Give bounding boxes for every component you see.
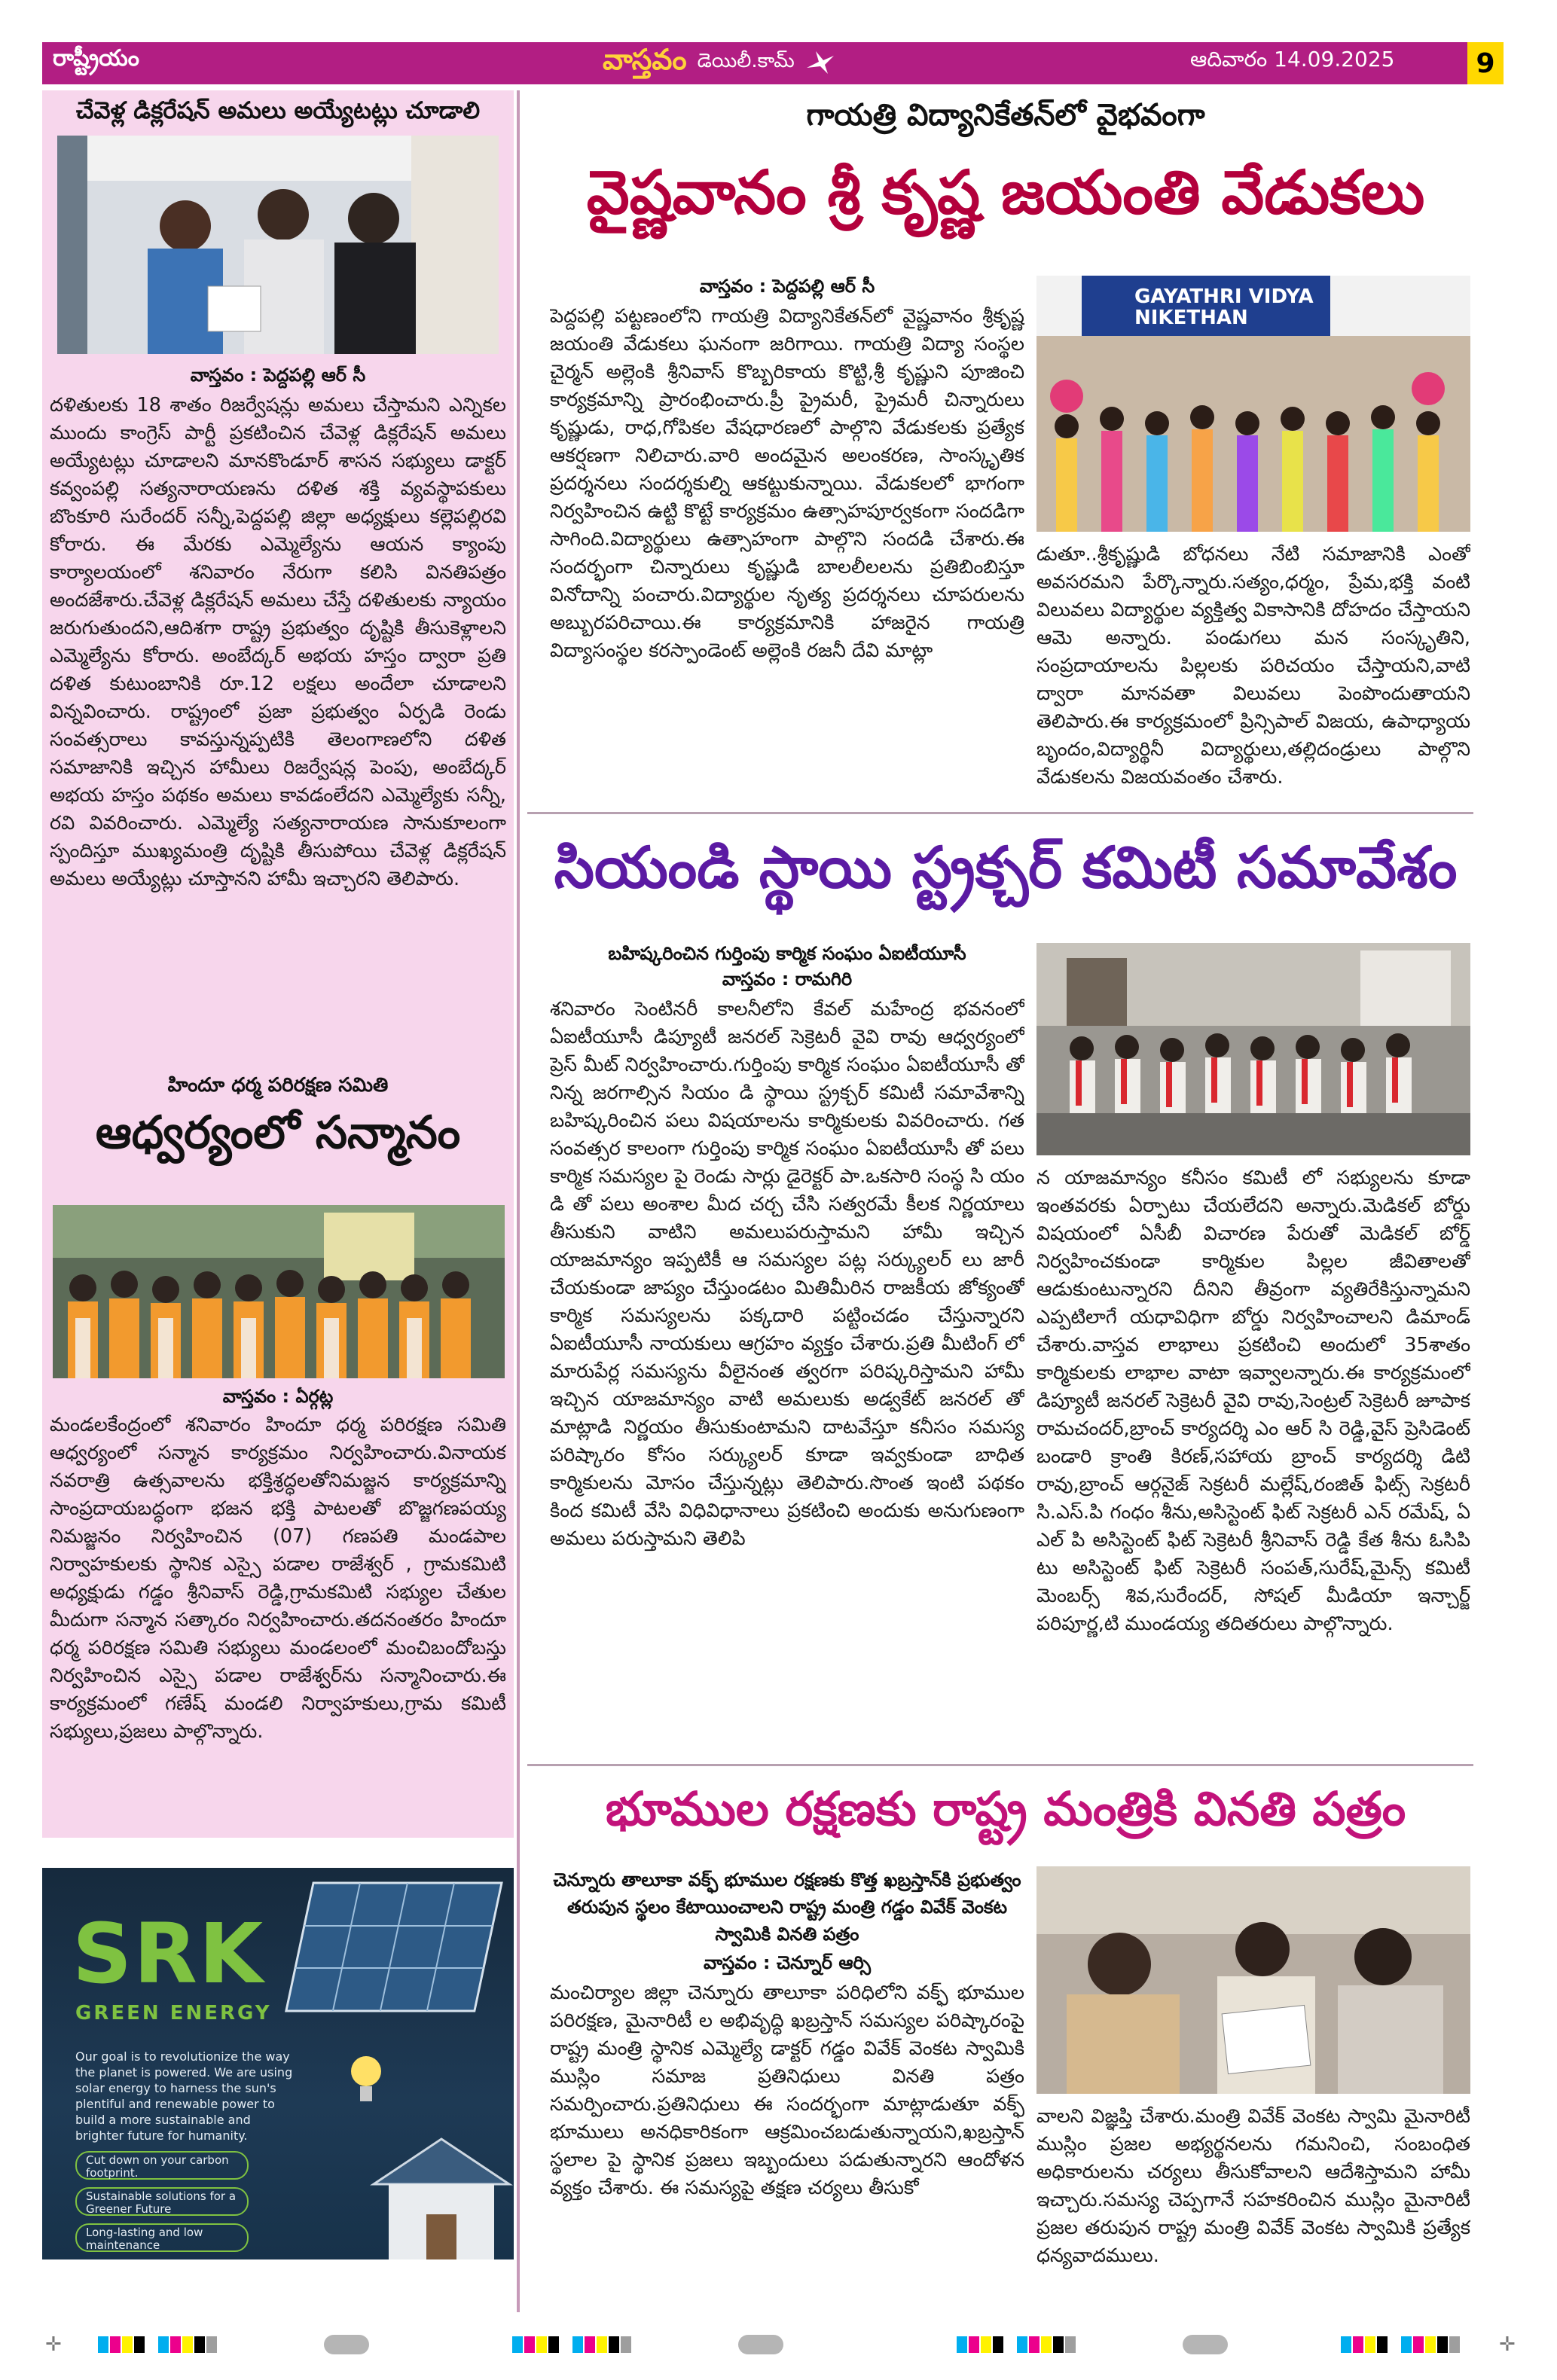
bird-icon <box>805 48 835 78</box>
color-swatch <box>158 2336 169 2353</box>
color-swatch <box>981 2336 991 2353</box>
color-swatch <box>134 2336 145 2353</box>
color-swatch <box>206 2336 217 2353</box>
gray-pill <box>324 2335 369 2354</box>
gray-pill <box>1183 2335 1228 2354</box>
color-swatch <box>1065 2336 1076 2353</box>
left-story2-body: మండలకేంద్రంలో శనివారం హిందూ ధర్మ పరిరక్షణ సమితి ఆధ్వర్యంలో సన్మాన కార్యక్రమం నిర్వహించారు.వినాయక నవరాత్రి ఉత్సవాలను భక్తిశ్రద్ధలతోనిమజ్జన కార్యక్రమాన్ని సాంప్రదాయబద్ధంగా భజన భక్తి పాటలతో బొజ్జగణపయ్య నిమజ్జనం నిర్వహించిన (07) గణపతి మండపాల నిర్వాహకులకు స్థానిక ఎస్సై పడాల రాజేశ్వర్ , గ్రామకమిటి అధ్యక్షుడు గడ్డం శ్రీనివాస్ రెడ్డి,గ్రామకమిటి సభ్యుల చేతుల మీదుగా సన్మాన సత్కారం నిర్వహించారు.తదనంతరం హిందూ ధర్మ పరిరక్షణ సమితి సభ్యులు మండలంలో మంచిబందోబస్తు నిర్వహించిన ఎస్సై పడాల రాజేశ్వర్‌ను సన్మానించారు.ఈ కార్యక్రమంలో గణేష్ మండలి నిర్వాహకులు,గ్రామ కమిటీ సభ్యులు,ప్రజలు పాల్గొన్నారు. <box>50 1414 506 1743</box>
ad-tagline: GREEN ENERGY <box>75 2002 272 2025</box>
color-swatch <box>536 2336 547 2353</box>
color-swatch <box>110 2336 121 2353</box>
color-swatch <box>1449 2336 1460 2353</box>
left-story1-title: చేవెళ్ల డిక్లరేషన్ అమలు అయ్యేటట్లు చూడాలి <box>75 97 481 124</box>
print-color-bar <box>0 2329 1557 2359</box>
gray-pill <box>738 2335 783 2354</box>
color-swatch <box>512 2336 523 2353</box>
masthead-logo <box>603 42 919 84</box>
color-swatch <box>609 2336 619 2353</box>
color-swatch <box>993 2336 1003 2353</box>
story3-body-right: వాలని విజ్ఞప్తి చేశారు.మంత్రి వివేక్ వెంకట స్వామి మైనారిటీ ముస్లిం ప్రజల అభ్యర్థనలను గమనించి, సంబంధిత అధికారులను చర్యలు తీసుకోవాలని ఆదేశిస్తామని హామీ ఇచ్చారు.సమస్య చెప్పగానే సహకరించిన ముస్లిం మైనారిటీ ప్రజల తరుపున రాష్ట్ర మంత్రి వివేక్ వెంకట స్వామికి ప్రత్యేక ధన్యవాదములు. <box>1036 2105 1470 2267</box>
color-swatch <box>560 2336 571 2353</box>
story1-kicker: గాయత్రి విద్యానికేతన్‌లో వైభవంగా <box>806 98 1205 133</box>
photo-banner-text: GAYATHRI VIDYA NIKETHAN <box>1134 285 1314 329</box>
color-swatch <box>585 2336 595 2353</box>
left-story2-title: ఆధ్వర్యంలో సన్మానం <box>95 1106 461 1159</box>
color-swatch <box>1341 2336 1351 2353</box>
color-swatch <box>1053 2336 1064 2353</box>
story2-kicker: బహిష్కరించిన గుర్తింపు కార్మిక సంఘం ఏఐటీయూసీ <box>608 943 966 964</box>
color-swatch <box>1365 2336 1375 2353</box>
color-swatch <box>194 2336 205 2353</box>
left-story2-photo <box>53 1205 505 1378</box>
column-rule <box>517 90 520 2312</box>
color-swatch <box>1401 2336 1412 2353</box>
story2-title: సియండి స్థాయి స్ట్రక్చర్ కమిటీ సమావేశం <box>554 834 1458 901</box>
section-name: రాష్ట్రీయం <box>53 45 139 72</box>
story1-title: వైష్ణవానం శ్రీ కృష్ణ జయంతి వేడుకలు <box>586 157 1425 227</box>
story1-byline: వాస్తవం : పెద్దపల్లి ఆర్ సీ <box>699 276 875 297</box>
ad-point-3: Long-lasting and low maintenance <box>75 2223 249 2252</box>
color-swatch <box>1389 2336 1400 2353</box>
color-swatch <box>548 2336 559 2353</box>
color-swatch <box>969 2336 979 2353</box>
separator-1 <box>527 812 1473 814</box>
color-swatch <box>597 2336 607 2353</box>
srk-green-energy-ad[interactable] <box>42 1868 514 2259</box>
left-story1-body: దళితులకు 18 శాతం రిజర్వేషన్లు అమలు చేస్తామని ఎన్నికల ముందు కాంగ్రెస్ పార్టీ ప్రకటించిన చేవెళ్ల డిక్లరేషన్ అమలు అయ్యేటట్లు చూడాలని మానకొండూర్ శాసన సభ్యులు డాక్టర్ కవ్వంపల్లి సత్యనారాయణను దళిత శక్తి వ్యవస్థాపకులు బొంకూరి సురేందర్ సన్నీ,పెద్దపల్లి జిల్లా అధ్యక్షులు కల్లెపల్లిరవి కోరారు. ఈ మేరకు ఎమ్మెల్యేను ఆయన క్యాంపు కార్యాలయంలో శనివారం నేరుగా కలిసి వినతిపత్రం అందజేశారు.చేవెళ్ల డిక్లరేషన్ అమలు చేస్తే దళితులకు న్యాయం జరుగుతుందని,ఆదిశగా రాష్ట్ర ప్రభుత్వం దృష్టికి తీసుకెళ్లాలని ఎమ్మెల్యేను కోరారు. అంబేద్కర్ అభయ హస్తం ద్వారా ప్రతి దళిత కుటుంబానికి రూ.12 లక్షలు అందేలా చూడాలని విన్నవించారు. రాష్ట్రంలో ప్రజా ప్రభుత్వం ఏర్పడి రెండు సంవత్సరాలు కావస్తున్నప్పటికి తెలంగాణలోని దళిత సమాజానికి ఇచ్చిన హామీలు రిజర్వేషన్ల పెంపు, అంబేద్కర్ అభయ హస్తం పథకం అమలు కావడంలేదని ఎమ్మెల్యేకు సన్నీ, రవి వివరించారు. ఎమ్మెల్యే సత్యనారాయణ సానుకూలంగా స్పందిస్తూ ముఖ్యమంత్రి దృష్టికి తీసుపోయి చేవెళ్ల డిక్లరేషన్ అమలు అయ్యేట్లు చూస్తానని హామీ ఇచ్చారని తెలిపారు. <box>50 394 506 890</box>
ad-intro: Our goal is to revolutionize the way the planet is powered. We are using solar energy to harness the sun's plentiful and renewable power to build a more sustainable and brighter future for humanity. <box>75 2049 293 2143</box>
color-swatch <box>1029 2336 1040 2353</box>
color-swatch <box>98 2336 108 2353</box>
registration-mark-icon: ✛ <box>1499 2333 1516 2356</box>
story1-body-left: పెద్దపల్లి పట్టణంలోని గాయత్రి విద్యానికేతన్‌లో వైష్ణవానం శ్రీకృష్ణ జయంతి వేడుకలు ఘనంగా జరిగాయి. గాయత్రి విద్యా సంస్థల చైర్మన్ అల్లెంకి శ్రీనివాస్ కొబ్బరికాయ కొట్టి,శ్రీ కృష్ణుని పూజించి కార్యక్రమాన్ని ప్రారంభించారు.ప్రీ ప్రైమరీ, ప్రైమరీ చిన్నారులు కృష్ణుడు, రాధ,గోపికల వేషధారణలో పాల్గొని వేడుకలకు ప్రత్యేక ఆకర్షణగా నిలిచారు.వారి అందమైన అలంకరణ, సాంస్కృతిక ప్రదర్శనలు సందర్శకుల్ని ఆకట్టుకున్నాయి. వేడుకలలో భాగంగా నిర్వహించిన ఉట్టి కొట్టే కార్యక్రమం ఉత్సాహపూర్వకంగా సందడిగా సాగింది.విద్యార్థులు ఉత్సాహంగా పాల్గొని సందడి చేశారు.ఈ సందర్భంగా చిన్నారులు కృష్ణుడి బాలలీలలను ప్రతిబింబిస్తూ వినోదాన్ని పంచారు.విద్యార్థుల నృత్య ప్రదర్శనలు చూపరులను అబ్బురపరిచాయి.ఈ కార్యక్రమానికి హాజరైన గాయత్రి విద్యాసంస్థల కరస్పాండెంట్ అల్లెంకి రజనీ దేవి మాట్లా <box>550 305 1024 662</box>
color-swatch <box>524 2336 535 2353</box>
story3-kicker: చెన్నూరు తాలూకా వక్ఫ్ భూముల రక్షణకు కొత్త ఖబ్రస్తాన్‌కి ప్రభుత్వం తరుపున స్థలం కేటాయించాలని రాష్ట్ర మంత్రి గడ్డం వివేక్ వెంకట స్వామికి వినతి పత్రం <box>553 1869 1021 1945</box>
color-swatch <box>1041 2336 1052 2353</box>
left-story2-byline: వాస్తవం : ఏర్గట్ల <box>222 1386 334 1407</box>
left-story1-photo <box>57 136 499 354</box>
left-story1-byline: వాస్తవం : పెద్దపల్లి ఆర్ సీ <box>190 365 366 386</box>
story2-byline: వాస్తవం : రామగిరి <box>722 969 853 990</box>
color-swatch <box>1017 2336 1027 2353</box>
separator-2 <box>527 1764 1473 1766</box>
story3-byline: వాస్తవం : చెన్నూర్ ఆర్సి <box>704 1952 871 1973</box>
left-story2-kicker: హిందూ ధర్మ పరిరక్షణ సమితి <box>167 1074 389 1097</box>
ad-brand: SRK <box>72 1906 265 2002</box>
story2-photo <box>1036 943 1470 1155</box>
color-swatch <box>1353 2336 1363 2353</box>
story2-body-left: శనివారం సెంటినరీ కాలనీలోని కేవల్ మహేంద్ర భవనంలో ఏఐటీయూసీ డిప్యూటీ జనరల్ సెక్రెటరీ వైవి రావు ఆధ్వర్యంలో ప్రెస్ మీట్ నిర్వహించారు.గుర్తింపు కార్మిక సంఘం ఏఐటీయూసీ తో నిన్న జరగాల్సిన సియం డి స్థాయి స్ట్రక్చర్ కమిటీ సమావేశాన్ని బహిష్కరించిన పలు విషయాలను కార్మికులకు వివరించారు. గత సంవత్సర కాలంగా గుర్తింపు కార్మిక సంఘం ఏఐటీయూసీ తో పలు కార్మిక సమస్యల పై రెండు సార్లు డైరెక్టర్ పా.ఒకసారి సంస్థ సి యం డి తో పలు అంశాల మీద చర్చ చేసి సత్వరమే కీలక నిర్ణయాలు తీసుకుని వాటిని అమలుపరుస్తామని హామీ ఇచ్చిన యాజమాన్యం ఇప్పటికీ ఆ సమస్యల పట్ల సర్క్యులర్ లు జారీ చేయకుండా జాప్యం చేస్తుండటం మితిమీరిన రాజకీయ జోక్యంతో కార్మిక సమస్యలను పక్కదారి పట్టించడం చేస్తున్నారని ఏఐటీయూసీ నాయకులు ఆగ్రహం వ్యక్తం చేశారు.ప్రతి మీటింగ్ లో మారుపేర్ల సమస్యను వీలైనంత త్వరగా పరిష్కరిస్తామని హామీ ఇచ్చిన యాజమాన్యం వాటి అమలుకు అడ్వకేట్ జనరల్ తో మాట్లాడి నిర్ణయం తీసుకుంటామని దాటవేస్తూ కనీసం సమస్య పరిష్కారం కోసం సర్క్యులర్ కూడా ఇవ్వకుండా బాధిత కార్మికులను మోసం చేస్తున్నట్లు తెలిపారు.సొంత ఇంటి పథకం కింద కమిటీ వేసి విధివిధానాలు ప్రకటించి అందుకు అనుగుణంగా అమలు పరుస్తామని తెలిపి <box>550 998 1024 1550</box>
color-swatch <box>621 2336 631 2353</box>
issue-date: ఆదివారం 14.09.2025 <box>1190 47 1395 72</box>
story3-body-left: మంచిర్యాల జిల్లా చెన్నూరు తాలూకా పరిధిలోని వక్ఫ్ భూముల పరిరక్షణ, మైనారిటీ ల అభివృద్ధి ఖబ్రస్తాన్ సమస్యల పరిష్కారంపై రాష్ట్ర మంత్రి స్థానిక ఎమ్మెల్యే డాక్టర్ గడ్డం వివేక్ వెంకట స్వామికి ముస్లిం సమాజ ప్రతినిధులు వినతి పత్రం సమర్పించారు.ప్రతినిధులు ఈ సందర్భంగా మాట్లాడుతూ వక్ఫ్ భూములు అనధికారికంగా ఆక్రమించబడుతున్నాయని,ఖబ్రస్తాన్ స్థలాల పై స్థానిక ప్రజలు ఇబ్బందులు పడుతున్నారని ఆందోళన వ్యక్తం చేశారు. ఈ సమస్యపై తక్షణ చర్యలు తీసుకో <box>550 1982 1024 2199</box>
color-swatch <box>146 2336 157 2353</box>
color-swatch <box>1437 2336 1448 2353</box>
logo-main: వాస్తవం <box>603 43 687 76</box>
page-number: 9 <box>1467 42 1504 84</box>
color-swatch <box>572 2336 583 2353</box>
color-swatch <box>182 2336 193 2353</box>
color-swatch <box>1377 2336 1388 2353</box>
color-swatch <box>122 2336 133 2353</box>
ad-point-1: Cut down on your carbon footprint. <box>75 2151 249 2180</box>
color-swatch <box>1425 2336 1436 2353</box>
logo-site: డెయిలీ.కామ్ <box>697 50 795 72</box>
registration-mark-icon: ✛ <box>45 2333 62 2356</box>
color-swatch <box>170 2336 181 2353</box>
story1-body-right: డుతూ..శ్రీకృష్ణుడి బోధనలు నేటి సమాజానికి ఎంతో అవసరమని పేర్కొన్నారు.సత్యం,ధర్మం, ప్రేమ,భక్తి వంటి విలువలు విద్యార్థుల వ్యక్తిత్వ వికాసానికి దోహదం చేస్తాయని ఆమె అన్నారు. పండుగలు మన సంస్కృతిని, సంప్రదాయాలను పిల్లలకు పరిచయం చేస్తాయని,వాటి ద్వారా మానవతా విలువలు పెంపొందుతాయని తెలిపారు.ఈ కార్యక్రమంలో ప్రిన్సిపాల్ విజయ, ఉపాధ్యాయ బృందం,విద్యార్థినీ విద్యార్థులు,తల్లిదండ్రులు పాల్గొని వేడుకలను విజయవంతం చేశారు. <box>1036 543 1470 789</box>
color-swatch <box>1005 2336 1015 2353</box>
story2-body-right: న యాజమాన్యం కనీసం కమిటీ లో సభ్యులను కూడా ఇంతవరకు ఏర్పాటు చేయలేదని అన్నారు.మెడికల్ బోర్డు విషయంలో ఏసీబీ విచారణ పేరుతో మెడికల్ బోర్డ్ నిర్వహించకుండా కార్మికుల పిల్లల జీవితాలతో ఆడుకుంటున్నారని దీనిని తీవ్రంగా వ్యతిరేకిస్తున్నామని ఎప్పటిలాగే యధావిధిగా బోర్డు నిర్వహించాలని డిమాండ్ చేశారు.వాస్తవ లాభాలు ప్రకటించి అందులో 35శాతం కార్మికులకు లాభాల వాటా ఇవ్వాలన్నారు.ఈ కార్యక్రమంలో డిప్యూటీ జనరల్ సెక్రెటరీ వైవి రావు,సెంట్రల్ సెక్రెటరీ జూపాక రామచందర్,బ్రాంచ్ కార్యదర్శి ఎం ఆర్ సి రెడ్డి,వైస్ ప్రెసిడెంట్ బండారి క్రాంతి కిరణ్,సహాయ బ్రాంచ్ కార్యదర్శి డిటి రావు,బ్రాంచ్ ఆర్గనైజ్ సెక్రటరీ మల్లేష్,రంజిత్ ఫిట్స్ సెక్రటరీ సి.ఎస్.పి గంధం శీను,అసిస్టెంట్ ఫిట్ సెక్రటరీ ఎన్ రమేష్, ఏ ఎల్ పి అసిస్టెంట్ ఫిట్ సెక్రెటరీ శ్రీనివాస్ రెడ్డి కేత శీను ఓసిపి టు అసిస్టెంట్ ఫిట్ సెక్రెటరీ సంపత్,సురేష్,మైన్స్ కమిటీ మెంబర్స్ శివ,సురేందర్, సోషల్ మీడియా ఇన్చార్జ్ పరిపూర్ణ,టి ముండయ్య తదితరులు పాల్గొన్నారు. <box>1036 1167 1470 1635</box>
story3-photo <box>1036 1866 1470 2094</box>
ad-point-2: Sustainable solutions for a Greener Future <box>75 2187 249 2216</box>
color-swatch <box>1413 2336 1424 2353</box>
story1-photo <box>1036 276 1470 532</box>
color-swatch <box>957 2336 967 2353</box>
story3-title: భూముల రక్షణకు రాష్ట్ర మంత్రికి వినతి పత్రం <box>605 1781 1406 1836</box>
